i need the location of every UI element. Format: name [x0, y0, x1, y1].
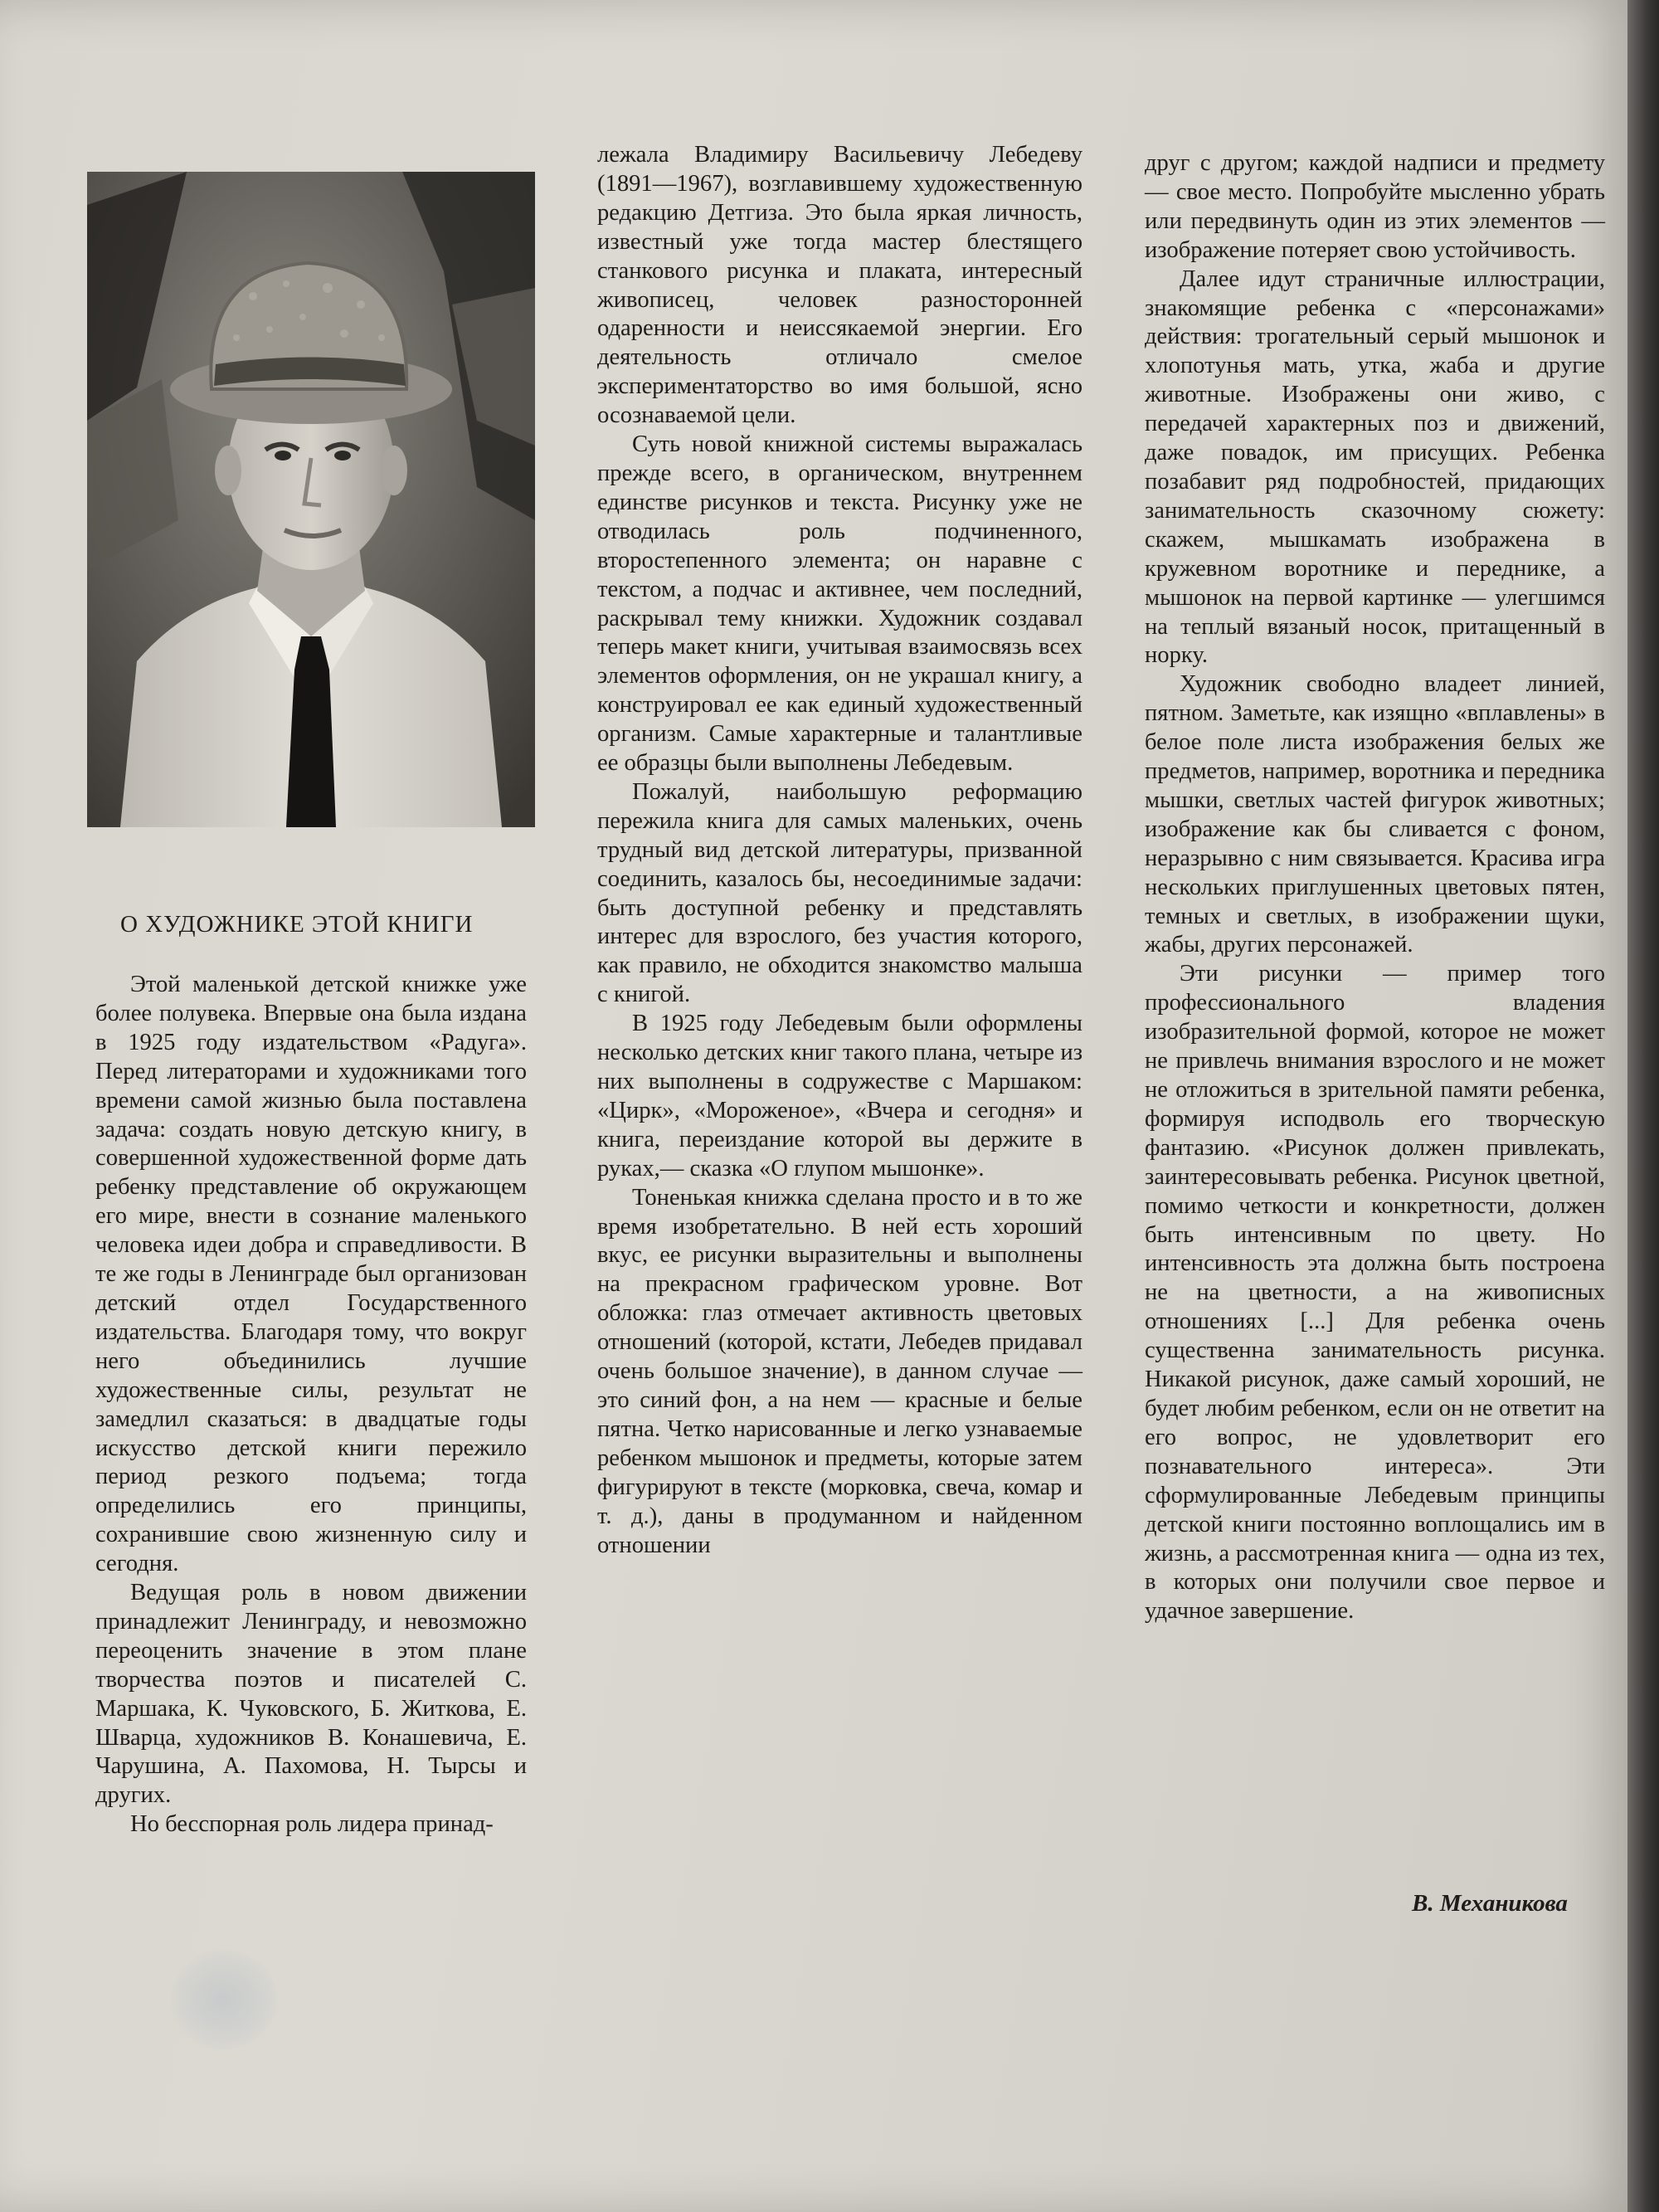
text-column-right — [1145, 149, 1605, 1626]
paragraph: друг с другом; каждой надписи и предмету — свое место. Попробуйте мысленно убрать или передвинуть один из этих элементов — изображение потеряет свою устойчивость. — [1145, 150, 1605, 263]
paragraph: Этой маленькой детской книжке уже более полувека. Впервые она была издана в 1925 году издательством «Радуга». Перед литераторами и художниками того времени самой жизнью была поставлена задача: создать новую детскую книгу, в совершенной художественной форме дать ребенку представление об окружающем его мире, внести в сознание маленького человека идеи добра и справедливости. В те же годы в Ленинграде был организован детский отдел Государственного издательства. Благодаря тому, что вокруг него объединились лучшие художественные силы, результат не замедлил сказаться: в двадцатые годы искусство детской книги пережило период резкого подъема; тогда определились его принципы, сохранившие свою жизненную силу и сегодня. — [95, 972, 527, 1577]
paragraph: В 1925 году Лебедевым были оформлены несколько детских книг такого плана, четыре из них выполнены в содружестве с Маршаком: «Цирк», «Мороженое», «Вчера и сегодня» и книга, переиздание которой вы держите в руках,— сказка «О глупом мышонке». — [597, 1011, 1082, 1182]
paragraph: Далее идут страничные иллюстрации, знакомящие ребенка с «персонажами» действия: трогательный серый мышонок и хлопотунья мать, утка, жаба и другие животные. Изображены они живо, с передачей характерных поз и движений, даже повадок, им присущих. Ребенка позабавит ряд подробностей, придающих занимательность сказочному сюжету: скажем, мышкамать изображена в кружевном воротнике и переднике, а мышонок на первой картинке — улегшимся на теплый вязаный носок, притащенный в норку. — [1145, 266, 1605, 669]
paragraph: Тоненькая книжка сделана просто и в то же время изобретательно. В ней есть хороший вкус, ее рисунки выразительны и выполнены на прекрасном графическом уровне. Вот обложка: глаз отмечает активность цветовых отношений (которой, кстати, Лебедев придавал очень большое значение), в данном случае — это синий фон, а на нем — красные и белые пятна. Четко нарисованные и легко узнаваемые ребенком мышонок и предметы, которые затем фигурируют в тексте (морковка, свеча, комар и т. д.), даны в продуманном и найденном отношении — [597, 1184, 1082, 1558]
paragraph: лежала Владимиру Васильевичу Лебедеву (1891—1967), возглавившему художественную редакцию Детгиза. Это была яркая личность, известный уже тогда мастер блестящего станкового рисунка и плаката, интересный живописец, человек разносторонней одаренности и неиссякаемой энергии. Его деятельность отличало смелое экспериментаторство во имя большой, ясно осознаваемой цели. — [597, 142, 1082, 429]
author-signature: В. Механикова — [1412, 1890, 1568, 1917]
text-column-left — [95, 971, 527, 1839]
portrait-photo — [87, 172, 535, 827]
paragraph: Пожалуй, наибольшую реформацию пережила книга для самых маленьких, очень трудный вид детской литературы, призванной соединить, казалось бы, несоединимые задачи: быть доступной ребенку и представлять интерес для взрослого, без участия которого, как правило, не обходится знакомство малыша с книгой. — [597, 778, 1082, 1008]
paragraph: Художник свободно владеет линией, пятном. Заметьте, как изящно «вплавлены» в белое поле листа изображения белых же предметов, например, воротника и передника мышки, светлых частей фигурок животных; изображение как бы сливается с фоном, неразрывно с ним связывается. Красива игра нескольких приглушенных цветовых пятен, темных и светлых, в изображении щуки, жабы, других персонажей. — [1145, 671, 1605, 958]
paragraph: Ведущая роль в новом движении принадлежит Ленинграду, и невозможно переоценить значение в этом плане творчества поэтов и писателей С. Маршака, К. Чуковского, Б. Житкова, Е. Шварца, художников В. Конашевича, Е. Чарушина, А. Пахомова, Н. Тырсы и других. — [95, 1580, 527, 1809]
page-edge-shadow — [1627, 0, 1659, 2212]
article-heading: О ХУДОЖНИКЕ ЭТОЙ КНИГИ — [120, 911, 474, 938]
paragraph: Эти рисунки — пример того профессионального владения изобразительной формой, которое не может не привлечь внимания взрослого и не может не отложиться в зрительной памяти ребенка, формируя исподволь его творческую фантазию. «Рисунок должен привлекать, заинтересовывать ребенка. Рисунок цветной, помимо четкости и конкретности, должен быть интенсивным по цвету. Но интенсивность эта должна быть построена не на цветности, а на живописных отношениях [...] Для ребенка очень существенна занимательность рисунка. Никакой рисунок, даже самый хороший, не будет любим ребенком, если он не ответит на его вопрос, не удовлетворит его познавательного интереса». Эти сформулированные Лебедевым принципы детской книги постоянно воплощались им в жизнь, а рассмотренная книга — одна из тех, в которых они получили свое первое и удачное завершение. — [1145, 961, 1605, 1625]
portrait-illustration — [87, 172, 535, 827]
paragraph: Но бесспорная роль лидера принад- — [130, 1811, 494, 1838]
ink-stain — [170, 1950, 278, 2049]
text-column-middle — [597, 141, 1082, 1560]
paragraph: Суть новой книжной системы выражалась прежде всего, в органическом, внутреннем единстве рисунков и текста. Рисунку уже не отводилась роль подчиненного, второстепенного элемента; он наравне с текстом, а подчас и активнее, чем последний, раскрывал тему книжки. Художник создавал теперь макет книги, учитывая взаимосвязь всех элементов оформления, он не украшал книгу, а конструировал ее как единый художественный организм. Самые характерные и талантливые ее образцы были выполнены Лебедевым. — [597, 431, 1082, 777]
